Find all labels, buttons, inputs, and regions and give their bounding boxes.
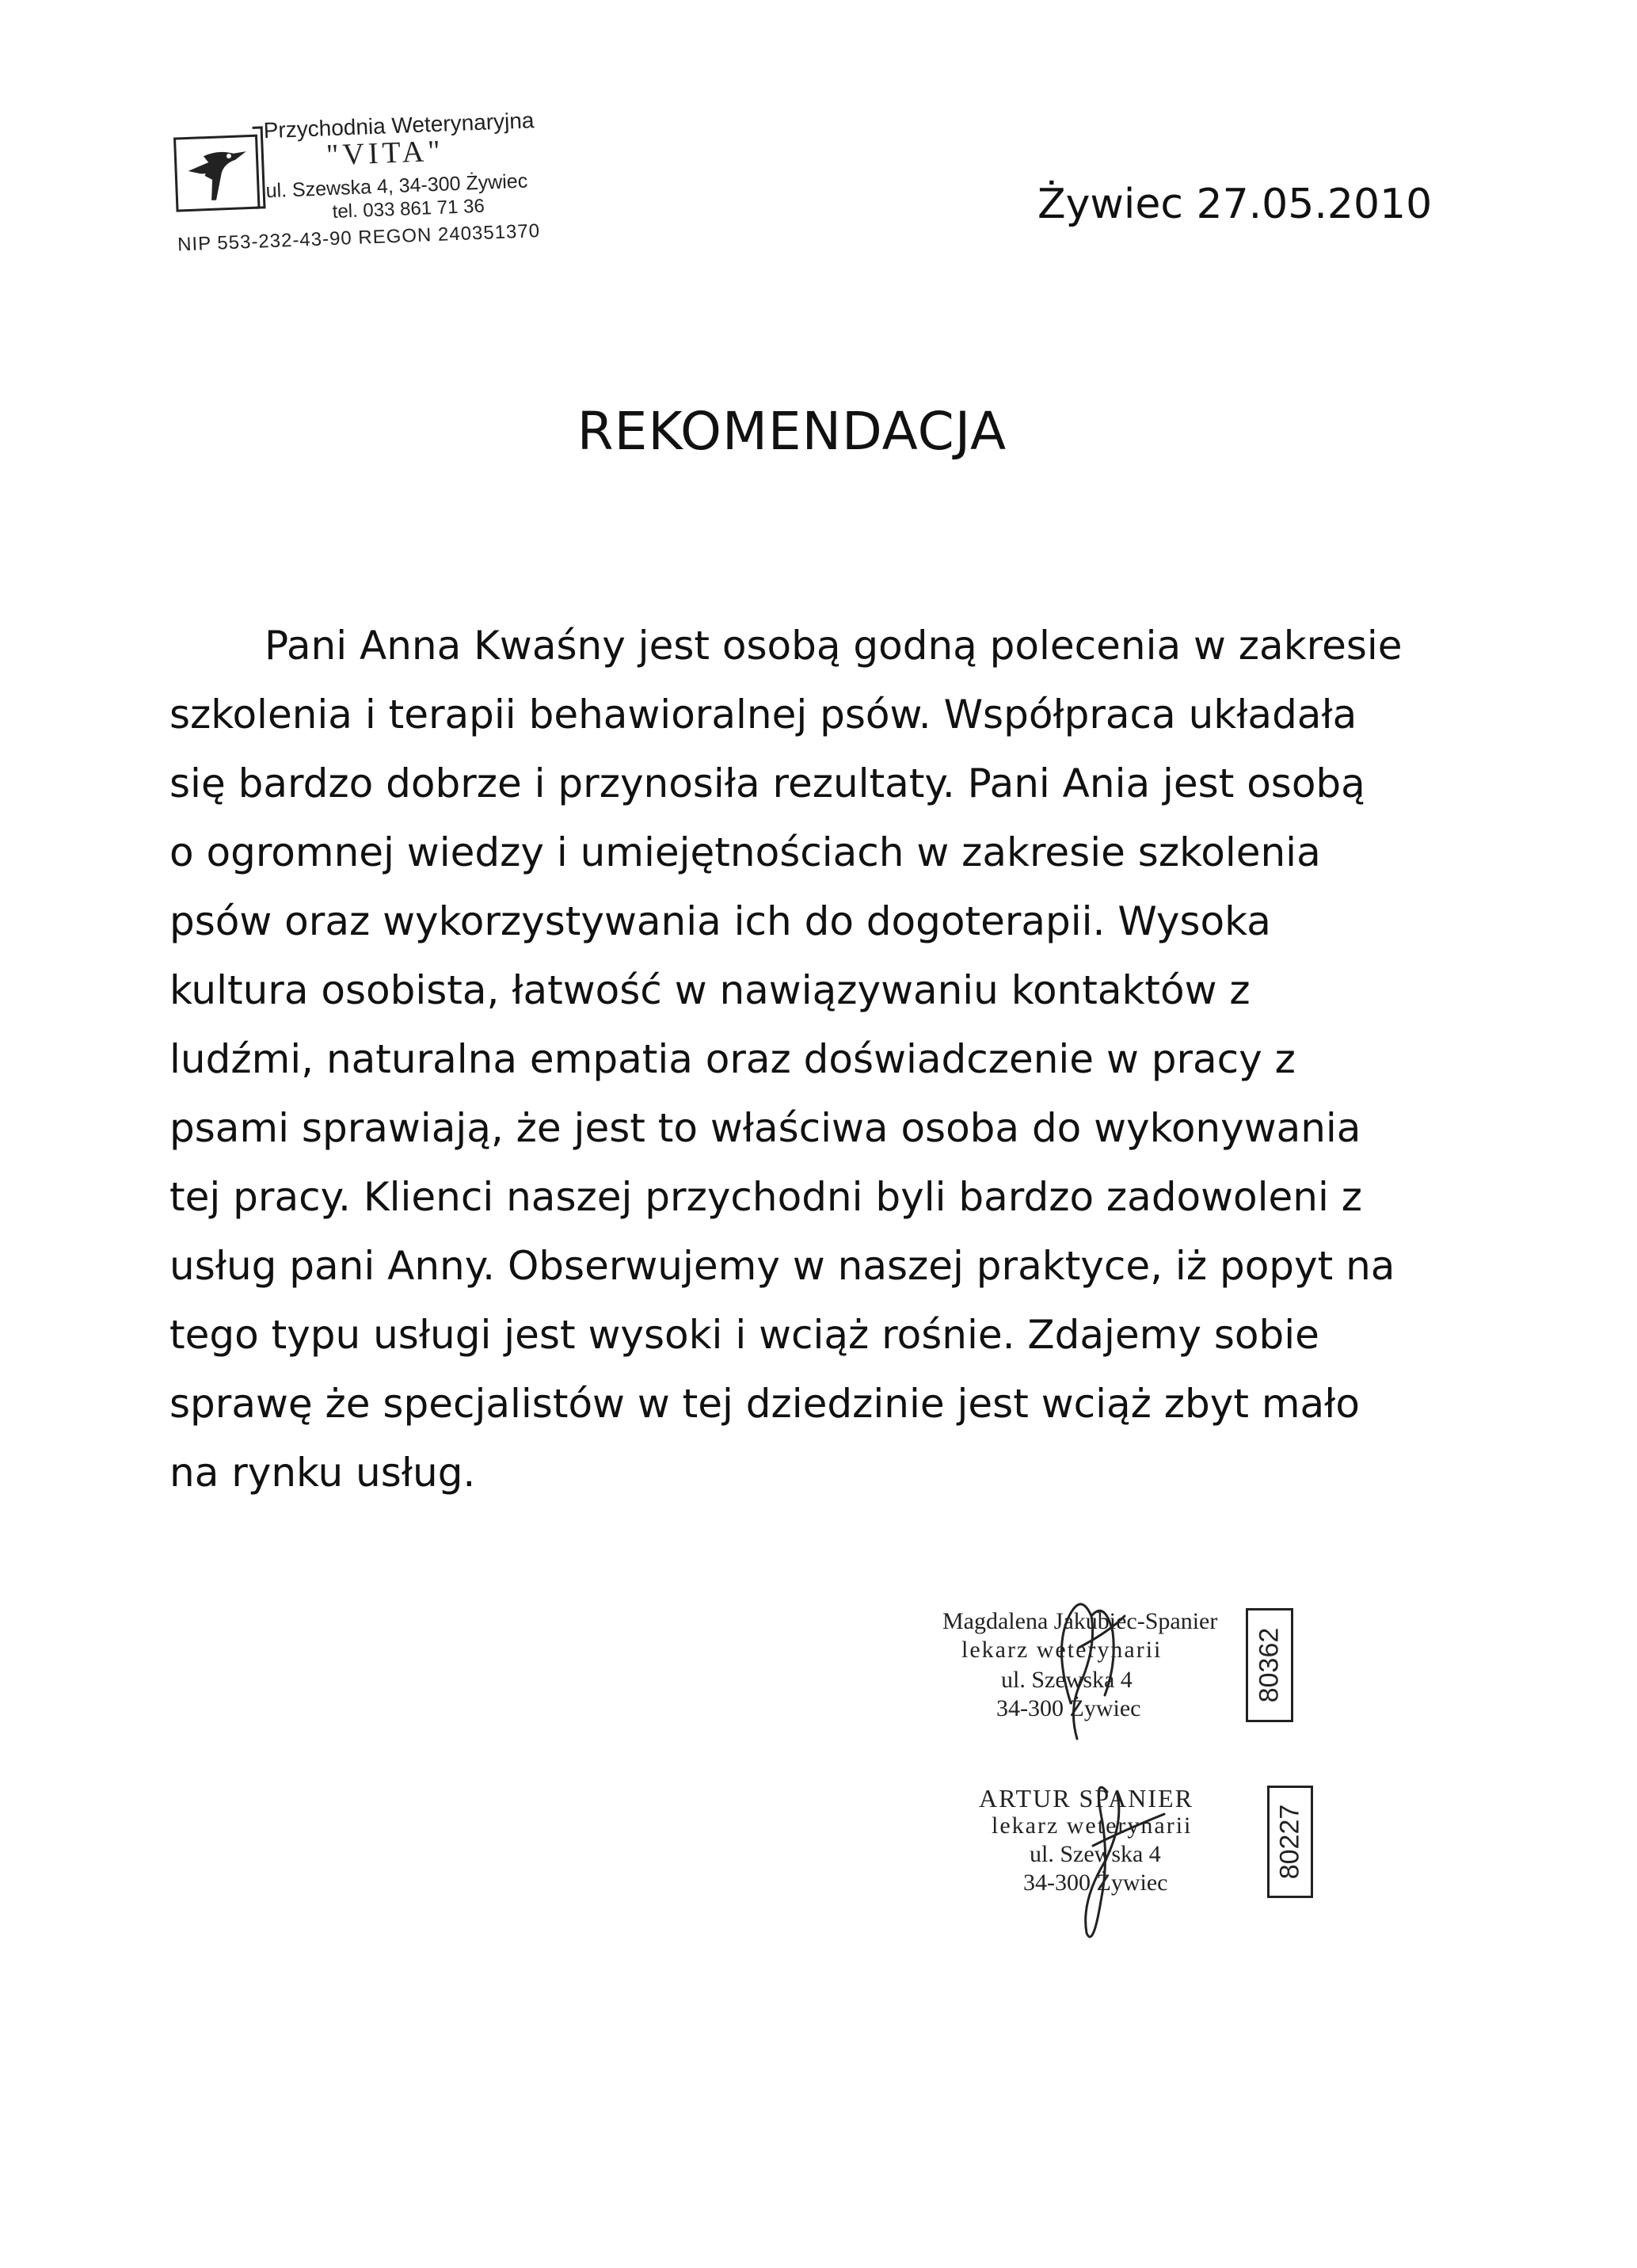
letter-date: Żywiec 27.05.2010 bbox=[1037, 181, 1433, 228]
registration-number-box-1 bbox=[1246, 1608, 1293, 1722]
signer-street: ul. Szewska 4 bbox=[1001, 1667, 1133, 1693]
clinic-phone: tel. 033 861 71 36 bbox=[332, 195, 485, 223]
registration-number-box-2 bbox=[1267, 1786, 1313, 1898]
registration-number: 80227 bbox=[1274, 1804, 1305, 1880]
signer-name: ARTUR SPANIER bbox=[979, 1784, 1193, 1812]
signer-city: 34-300 Żywiec bbox=[996, 1695, 1141, 1721]
body-line: ludźmi, naturalna empatia oraz doświadczenie w pracy z bbox=[169, 1036, 1296, 1082]
body-line: psami sprawiają, że jest to właściwa osoba do wykonywania bbox=[169, 1105, 1361, 1151]
registration-number: 80362 bbox=[1254, 1627, 1285, 1703]
body-line: o ogromnej wiedzy i umiejętnościach w zakresie szkolenia bbox=[169, 829, 1321, 875]
body-line: tej pracy. Klienci naszej przychodni byli bardzo zadowoleni z bbox=[169, 1174, 1363, 1220]
body-line: Pani Anna Kwaśny jest osobą godną polecenia w zakresie bbox=[265, 623, 1403, 669]
clinic-ids: NIP 553-232-43-90 REGON 240351370 bbox=[177, 219, 541, 256]
body-line: psów oraz wykorzystywania ich do dogoterapii. Wysoka bbox=[169, 898, 1271, 944]
bird-logo-icon bbox=[173, 135, 261, 212]
clinic-name: Przychodnia Weterynaryjna bbox=[263, 108, 535, 143]
body-line: szkolenia i terapii behawioralnej psów. Współpraca układała bbox=[169, 692, 1357, 738]
signer-role: lekarz weterynarii bbox=[961, 1637, 1163, 1663]
body-line: się bardzo dobrze i przynosiła rezultaty. Pani Ania jest osobą bbox=[169, 760, 1365, 806]
signer-city: 34-300 Żywiec bbox=[1023, 1870, 1168, 1896]
body-line: tego typu usługi jest wysoki i wciąż rośnie. Zdajemy sobie bbox=[169, 1312, 1319, 1358]
clinic-brand: "VITA" bbox=[325, 134, 445, 173]
signer-name: Magdalena Jakubiec-Spanier bbox=[942, 1608, 1218, 1634]
clinic-address: ul. Szewska 4, 34-300 Żywiec bbox=[265, 170, 528, 203]
signature-stamp-2 bbox=[974, 1784, 1291, 1903]
letter-body bbox=[169, 612, 1437, 1508]
body-line: na rynku usług. bbox=[169, 1450, 476, 1496]
body-line: sprawę że specjalistów w tej dziedzinie jest wciąż zbyt mało bbox=[169, 1381, 1360, 1427]
body-line: kultura osobista, łatwość w nawiązywaniu kontaktów z bbox=[169, 967, 1251, 1013]
letter-title: REKOMENDACJA bbox=[577, 401, 1007, 462]
letterhead-stamp bbox=[166, 101, 615, 268]
signer-role: lekarz weterynarii bbox=[992, 1812, 1193, 1839]
body-line: usług pani Anny. Obserwujemy w naszej praktyce, iż popyt na bbox=[169, 1243, 1395, 1289]
signer-street: ul. Szewska 4 bbox=[1030, 1841, 1161, 1867]
